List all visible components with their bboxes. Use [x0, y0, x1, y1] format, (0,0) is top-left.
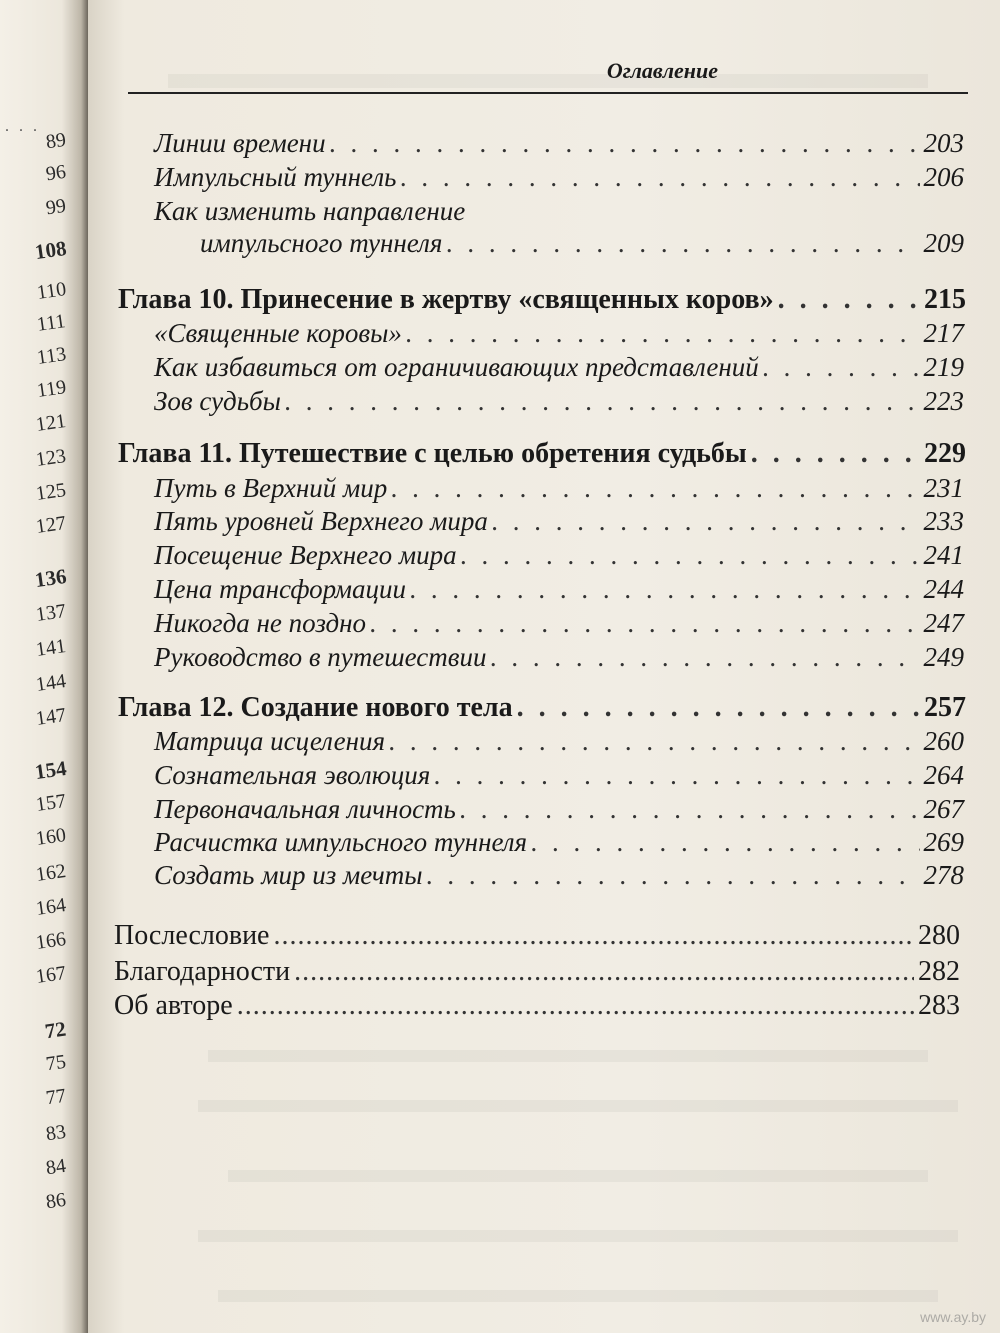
toc-leader — [446, 230, 919, 257]
gutter-page-number: 136 — [32, 563, 68, 593]
toc-chapter-title: Глава 12. Создание нового тела — [118, 692, 513, 723]
toc-page-number: 280 — [918, 920, 960, 951]
toc-leader — [517, 694, 920, 722]
gutter-page-number: 144 — [34, 670, 68, 696]
toc-page-number: 264 — [923, 760, 964, 790]
toc-entry[interactable] — [154, 354, 964, 381]
gutter-page-number: 157 — [34, 790, 68, 816]
toc-page-number: 209 — [923, 228, 964, 258]
gutter-page-number: 160 — [34, 824, 68, 850]
gutter-page-number: 113 — [35, 343, 68, 369]
gutter-page-number: 108 — [32, 235, 68, 265]
toc-entry[interactable] — [154, 475, 964, 502]
gutter-page-number: 72 — [43, 1016, 68, 1044]
toc-entry-title: Благодарности — [114, 956, 291, 987]
toc-entry[interactable] — [200, 230, 964, 257]
toc-entry-title: Зов судьбы — [154, 386, 281, 416]
toc-page-number: 206 — [923, 162, 964, 192]
leader-dots: . . . — [5, 118, 40, 135]
toc-entry-title: Создать мир из мечты — [154, 860, 423, 890]
toc-chapter[interactable] — [118, 440, 966, 468]
gutter-page-number: 162 — [34, 860, 68, 886]
toc-entry[interactable] — [154, 762, 964, 789]
toc-page-number: 260 — [923, 726, 964, 756]
toc-entry[interactable] — [154, 610, 964, 637]
toc-page-number: 215 — [924, 284, 966, 315]
gutter-page-number: 110 — [35, 278, 68, 304]
toc-page-number: 247 — [923, 608, 964, 638]
gutter-page-number: 89 — [44, 128, 68, 154]
toc-leader — [389, 728, 919, 755]
toc-leader — [751, 440, 920, 468]
toc-entry-title: Импульсный туннель — [154, 162, 397, 192]
toc-entry-title: «Священные коровы» — [154, 318, 402, 348]
gutter-page-number: 127 — [34, 512, 68, 538]
toc-page-number: 267 — [923, 794, 964, 824]
toc-entry[interactable] — [154, 320, 964, 347]
toc-leader — [406, 320, 920, 347]
toc-page-number: 217 — [923, 318, 964, 348]
toc-page-number: 244 — [923, 574, 964, 604]
toc-entry-title: Посещение Верхнего мира — [154, 540, 457, 570]
gutter-page-number: 147 — [34, 704, 68, 730]
toc-entry[interactable] — [154, 508, 964, 535]
toc-entry-title: Никогда не поздно — [154, 608, 367, 638]
toc-chapter[interactable] — [118, 286, 966, 314]
toc-entry-title: Об авторе — [114, 990, 233, 1021]
gutter-page-number: 121 — [34, 410, 68, 436]
gutter-page-number: 86 — [44, 1188, 68, 1214]
toc-leader — [434, 762, 919, 789]
toc-entry[interactable] — [154, 829, 964, 856]
toc-entry-title: Руководство в путешествии — [154, 642, 487, 672]
toc-entry-title: импульсного туннеля — [200, 228, 443, 258]
gutter-page-number: 137 — [34, 600, 68, 626]
toc-entry[interactable] — [154, 388, 964, 415]
toc-backmatter-entry[interactable] — [114, 992, 960, 1020]
toc-entry-title: Послесловие — [114, 920, 270, 951]
toc-entry[interactable] — [154, 130, 964, 157]
toc-entry-title: Расчистка импульсного туннеля — [154, 827, 528, 857]
toc-page-number: 269 — [923, 827, 964, 857]
gutter-page-number: 75 — [44, 1050, 68, 1076]
toc-page-number: 231 — [923, 473, 964, 503]
toc-backmatter-entry[interactable] — [114, 922, 960, 950]
toc-page-number: 282 — [918, 956, 960, 987]
gutter-page-number: 123 — [34, 445, 68, 471]
book-page — [88, 0, 1000, 1333]
gutter-page-number: 84 — [44, 1154, 68, 1180]
toc-page-number: 283 — [918, 990, 960, 1021]
toc-page-number: 223 — [923, 386, 964, 416]
toc-leader — [391, 475, 919, 502]
toc-entry[interactable] — [154, 728, 964, 755]
running-head: Оглавление — [606, 58, 718, 83]
toc-leader — [531, 829, 919, 856]
toc-entry[interactable] — [154, 796, 964, 823]
toc-chapter-title: Глава 11. Путешествие с целью обретения судьбы — [118, 438, 747, 469]
gutter-page-number: 77 — [44, 1084, 68, 1110]
gutter-page-number: 125 — [34, 479, 68, 505]
toc-entry-title-line1[interactable]: Как изменить направление — [154, 196, 466, 226]
toc-entry[interactable] — [154, 644, 964, 671]
toc-leader — [492, 508, 920, 535]
gutter-page-number: 166 — [34, 928, 68, 954]
toc-backmatter-entry[interactable] — [114, 958, 960, 986]
gutter-page-number: 99 — [44, 194, 68, 220]
toc-entry[interactable] — [154, 862, 964, 889]
toc-page-number: 249 — [923, 642, 964, 672]
toc-page-number: 241 — [923, 540, 964, 570]
toc-entry-title: Путь в Верхний мир — [154, 473, 388, 503]
toc-chapter-title: Глава 10. Принесение в жертву «священных коров» — [118, 284, 774, 315]
gutter-page-number: 141 — [34, 635, 68, 661]
toc-leader — [237, 992, 914, 1020]
gutter-page-number: 164 — [34, 894, 68, 920]
toc-entry-title: Сознательная эволюция — [154, 760, 431, 790]
gutter-page-number: 96 — [44, 160, 68, 186]
gutter-page-number: 83 — [44, 1120, 68, 1146]
toc-page-number: 233 — [923, 506, 964, 536]
toc-leader — [285, 388, 920, 415]
toc-entry[interactable] — [154, 164, 964, 191]
toc-leader — [273, 922, 914, 950]
toc-entry-title: Как избавиться от ограничивающих представлений — [154, 352, 759, 382]
toc-leader — [763, 354, 920, 381]
toc-page-number: 257 — [924, 692, 966, 723]
toc-entry-title: Цена трансформации — [154, 574, 407, 604]
watermark: www.ay.by — [920, 1309, 986, 1325]
toc-page-number: 229 — [924, 438, 966, 469]
previous-page-strip — [0, 0, 88, 1333]
toc-entry-title: Первоначальная личность — [154, 794, 456, 824]
toc-page-number: 278 — [923, 860, 964, 890]
gutter-page-number: 154 — [32, 755, 68, 785]
toc-chapter[interactable] — [118, 694, 966, 722]
toc-entry[interactable] — [154, 542, 964, 569]
gutter-page-number: 167 — [34, 962, 68, 988]
toc-leader — [461, 542, 920, 569]
toc-page-number: 219 — [923, 352, 964, 382]
toc-leader — [400, 164, 919, 191]
toc-leader — [427, 862, 920, 889]
toc-entry[interactable] — [154, 576, 964, 603]
toc-leader — [370, 610, 919, 637]
toc-leader — [491, 644, 920, 671]
toc-leader — [330, 130, 920, 157]
toc-entry-title: Пять уровней Верхнего мира — [154, 506, 488, 536]
toc-leader — [460, 796, 920, 823]
toc-leader — [410, 576, 919, 603]
gutter-page-number: 119 — [35, 376, 68, 402]
toc-entry-title: Линии времени — [154, 128, 326, 158]
gutter-page-number: 111 — [36, 310, 68, 336]
toc-leader — [294, 958, 914, 986]
toc-page-number: 203 — [923, 128, 964, 158]
table-of-contents — [88, 0, 1000, 1333]
toc-leader — [778, 286, 920, 314]
toc-entry-title: Матрица исцеления — [154, 726, 386, 756]
